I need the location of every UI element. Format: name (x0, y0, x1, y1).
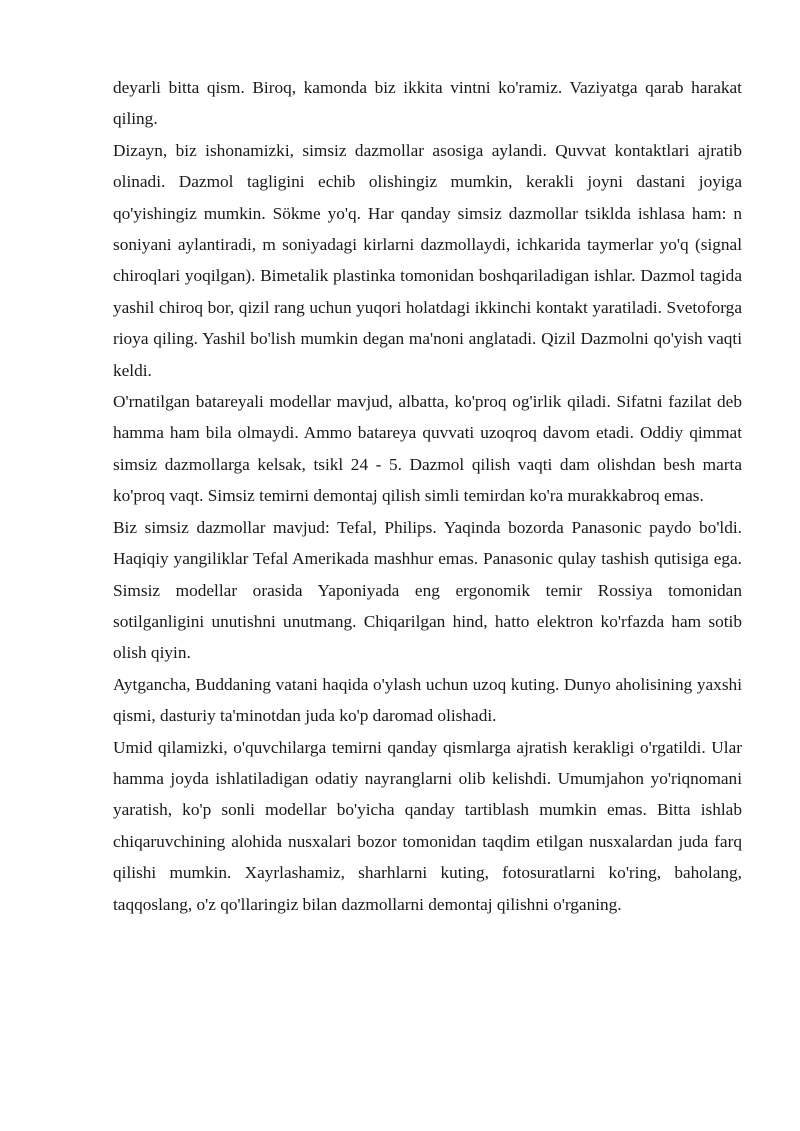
paragraph-5: Aytgancha, Buddaning vatani haqida o'ylash uchun uzoq kuting. Dunyo aholisining yaxshi qismi, dasturiy ta'minotdan juda ko'p daromad olishadi. (113, 674, 742, 726)
paragraph-3: O'rnatilgan batareyali modellar mavjud, albatta, ko'proq og'irlik qiladi. Sifatni fazilat deb hamma ham bila olmaydi. Ammo batareya quvvati uzoqroq davom etadi. Oddiy qimmat simsiz dazmollarga kelsak, tsikl 24 - 5. Dazmol qilish vaqti dam olishdan besh marta ko'proq vaqt. Simsiz temirni demontaj qilish simli temirdan ko'ra murakkabroq emas. (113, 392, 742, 506)
document-body (113, 72, 742, 920)
paragraph-4: Biz simsiz dazmollar mavjud: Tefal, Philips. Yaqinda bozorda Panasonic paydo bo'ldi. Haqiqiy yangiliklar Tefal Amerikada mashhur emas. Panasonic qulay tashish qutisiga ega. Simsiz modellar orasida Yaponiyada eng ergonomik temir Rossiya tomonidan sotilganligini unutishni unutmang. Chiqarilgan hind, hatto elektron ko'rfazda ham sotib olish qiyin. (113, 517, 742, 663)
paragraph-2: Dizayn, biz ishonamizki, simsiz dazmollar asosiga aylandi. Quvvat kontaktlari ajratib olinadi. Dazmol tagligini echib olishingiz mumkin, kerakli joyni dastani joyiga qo'yishingiz mumkin. Sökme yo'q. Har qanday simsiz dazmollar tsiklda ishlasa ham: n soniyani aylantiradi, m soniyadagi kirlarni dazmollaydi, ichkarida taymerlar yo'q (signal chiroqlari yoqilgan). Bimetalik plastinka tomonidan boshqariladigan ishlar. Dazmol tagida yashil chiroq bor, qizil rang uchun yuqori holatdagi ikkinchi kontakt yaratiladi. Svetoforga rioya qiling. Yashil bo'lish mumkin degan ma'noni anglatadi. Qizil Dazmolni qo'yish vaqti keldi. (113, 140, 742, 380)
paragraph-1: deyarli bitta qism. Biroq, kamonda biz ikkita vintni ko'ramiz. Vaziyatga qarab harakat qiling. (113, 78, 742, 129)
paragraph-6: Umid qilamizki, o'quvchilarga temirni qanday qismlarga ajratish kerakligi o'rgatildi. Ular hamma joyda ishlatiladigan odatiy nayranglarni olib kelishdi. Umumjahon yo'riqnomani yaratish, ko'p sonli modellar bo'yicha qanday tartiblash mumkin emas. Bitta ishlab chiqaruvchining alohida nusxalari bozor tomonidan taqdim etilgan nusxalardan juda farq qilishi mumkin. Xayrlashamiz, sharhlarni kuting, fotosuratlarni ko'ring, baholang, taqqoslang, o'z qo'llaringiz bilan dazmollarni demontaj qilishni o'rganing. (113, 737, 742, 914)
